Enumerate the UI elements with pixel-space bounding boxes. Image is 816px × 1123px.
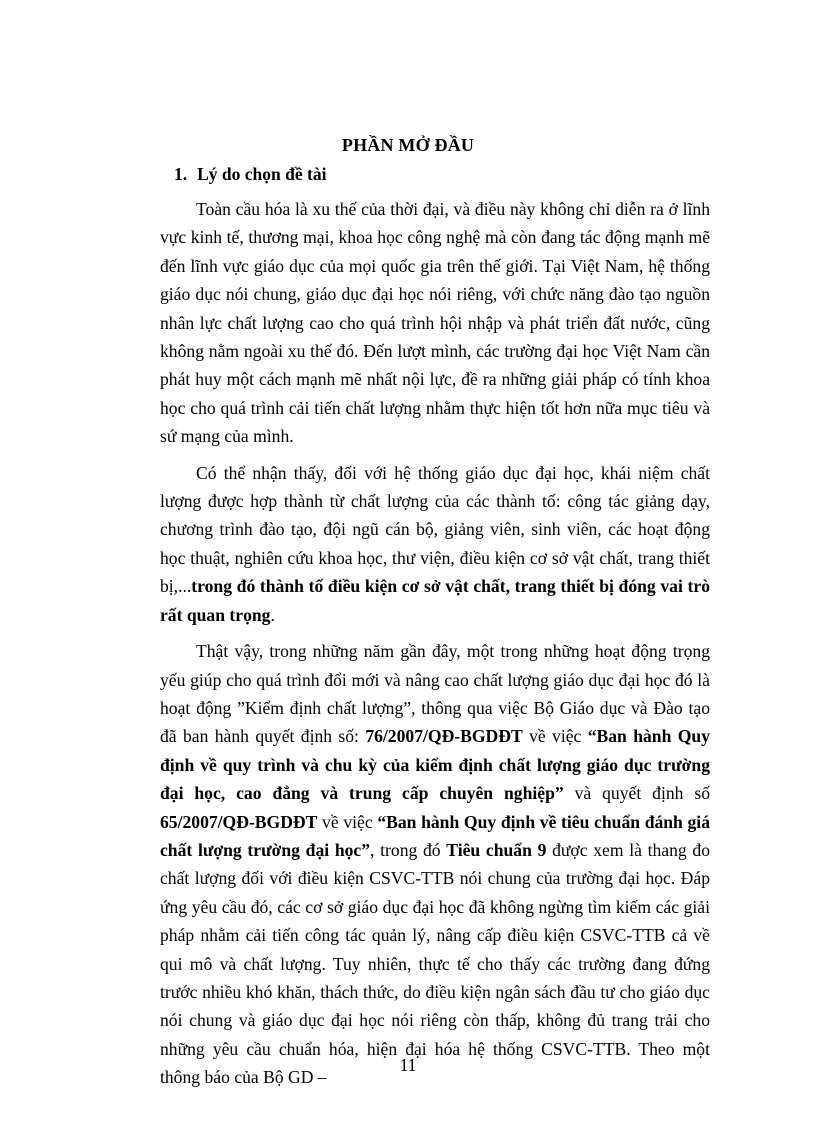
decision-number-65: 65/2007/QĐ-BGDĐT bbox=[160, 811, 318, 832]
paragraph-3-text-g: về việc bbox=[317, 811, 378, 832]
paragraph-3-text-c: về việc bbox=[522, 726, 588, 747]
paragraph-3 bbox=[160, 637, 710, 1092]
section-number: 1. bbox=[174, 164, 188, 184]
section-heading-text: Lý do chọn đề tài bbox=[197, 164, 327, 184]
page-number: 11 bbox=[399, 1055, 417, 1075]
paragraph-1: Toàn cầu hóa là xu thế của thời đại, và điều này không chỉ diễn ra ở lĩnh vực kinh tế, thương mại, khoa học công nghệ mà còn đang tác động mạnh mẽ đến lĩnh vực giáo dục của mọi quốc gia trên thế giới. Tại Việt Nam, hệ thống giáo dục nói chung, giáo dục đại học nói riêng, với chức năng đào tạo nguồn nhân lực chất lượng cao cho quá trình hội nhập và phát triển đất nước, cũng không nằm ngoài xu thế đó. Đến lượt mình, các trường đại học Việt Nam cần phát huy một cách mạnh mẽ nhất nội lực, đề ra những giải pháp có tính khoa học cho quá trình cải tiến chất lượng nhằm thực hiện tốt hơn nữa mục tiêu và sứ mạng của mình. bbox=[160, 199, 710, 447]
paragraph-2-end: . bbox=[270, 604, 275, 625]
section-heading bbox=[174, 162, 326, 186]
body-text bbox=[160, 195, 710, 1100]
page-title: PHẦN MỞ ĐẦU bbox=[341, 135, 475, 155]
paragraph-3-text-k: được xem là thang đo chất lượng đối với điều kiện CSVC-TTB nói chung của trường đại học. Đáp ứng yêu cầu đó, các cơ sở giáo dục đại học đã không ngừng tìm kiếm các giải pháp nhằm cải tiến công tác quản lý, nâng cấp điều kiện CSVC-TTB cả về qui mô và chất lượng. Tuy nhiên, thực tế cho thấy các trường đang đứng trước nhiều khó khăn, thách thức, do điều kiện ngân sách đầu tư cho giáo dục nói chung và giáo dục đại học nói riêng còn thấp, không đủ trang trải cho những yêu cầu chuẩn hóa, hiện đại hóa hệ thống CSVC-TTB. Theo một thông báo của Bộ GD – bbox=[160, 839, 711, 1088]
standard-9: Tiêu chuẩn 9 bbox=[446, 839, 547, 860]
decision-76-title: “Ban hành Quy định về quy trình và chu kỳ của kiểm định chất lượng giáo dục trường đại học, cao đẳng và trung cấp chuyên nghiệp” bbox=[160, 726, 710, 804]
decision-number-76: 76/2007/QĐ-BGDĐT bbox=[365, 726, 523, 747]
paragraph-2-text: Có thể nhận thấy, đối với hệ thống giáo dục đại học, khái niệm chất lượng được hợp thành từ chất lượng của các thành tố: công tác giảng dạy, chương trình đào tạo, đội ngũ cán bộ, giảng viên, sinh viên, các hoạt động học thuật, nghiên cứu khoa học, thư viện, điều kiện cơ sở vật chất, trang thiết bị,... bbox=[160, 462, 710, 597]
paragraph-3-text-i: , trong đó bbox=[370, 839, 447, 860]
decision-65-title: “Ban hành Quy định về tiêu chuẩn đánh giá chất lượng trường đại học” bbox=[160, 811, 710, 860]
paragraph-3-text-a: Thật vậy, trong những năm gần đây, một trong những hoạt động trọng yếu giúp cho quá trình đổi mới và nâng cao chất lượng giáo dục đại học đó là hoạt động ”Kiểm định chất lượng”, thông qua việc Bộ Giáo dục và Đào tạo đã ban hành quyết định số: bbox=[160, 641, 710, 747]
paragraph-2 bbox=[160, 459, 710, 629]
paragraph-2-emphasis: trong đó thành tố điều kiện cơ sở vật chất, trang thiết bị đóng vai trò rất quan trọng bbox=[160, 576, 710, 625]
paragraph-3-text-e: và quyết định số bbox=[563, 783, 710, 804]
